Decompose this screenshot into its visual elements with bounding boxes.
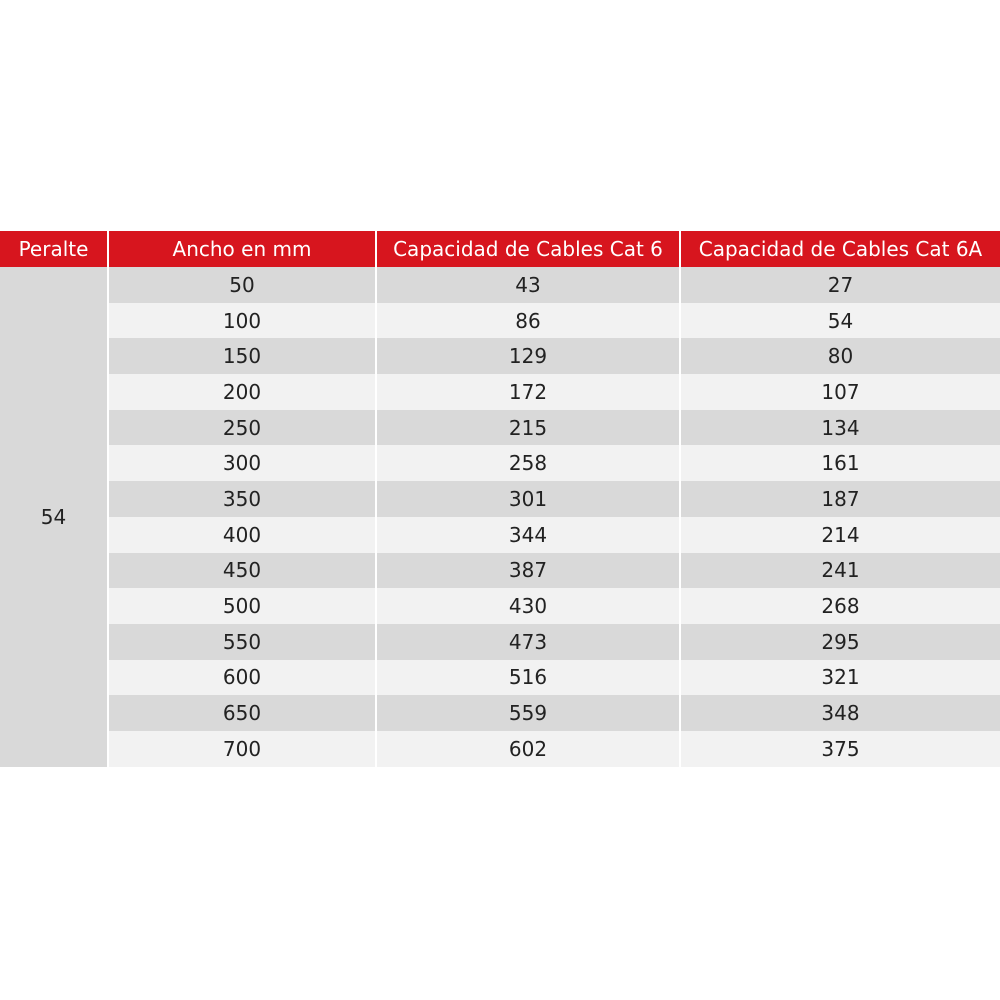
cat6a-cell: 241 bbox=[680, 553, 1000, 589]
ancho-cell: 300 bbox=[108, 445, 376, 481]
table-row bbox=[0, 695, 1000, 731]
table-row bbox=[0, 517, 1000, 553]
ancho-cell: 600 bbox=[108, 660, 376, 696]
ancho-cell: 500 bbox=[108, 588, 376, 624]
header-cat6a: Capacidad de Cables Cat 6A bbox=[680, 231, 1000, 267]
ancho-cell: 700 bbox=[108, 731, 376, 767]
header-cat6: Capacidad de Cables Cat 6 bbox=[376, 231, 680, 267]
cat6a-cell: 375 bbox=[680, 731, 1000, 767]
table-row bbox=[0, 338, 1000, 374]
cat6-cell: 301 bbox=[376, 481, 680, 517]
header-peralte: Peralte bbox=[0, 231, 108, 267]
cat6-cell: 559 bbox=[376, 695, 680, 731]
cat6a-cell: 54 bbox=[680, 303, 1000, 339]
cat6-cell: 172 bbox=[376, 374, 680, 410]
ancho-cell: 650 bbox=[108, 695, 376, 731]
cat6a-cell: 321 bbox=[680, 660, 1000, 696]
table-row bbox=[0, 481, 1000, 517]
header-ancho: Ancho en mm bbox=[108, 231, 376, 267]
table-body bbox=[0, 267, 1000, 767]
cat6a-cell: 80 bbox=[680, 338, 1000, 374]
ancho-cell: 400 bbox=[108, 517, 376, 553]
cat6-cell: 602 bbox=[376, 731, 680, 767]
table-row bbox=[0, 731, 1000, 767]
cat6a-cell: 187 bbox=[680, 481, 1000, 517]
table-row bbox=[0, 624, 1000, 660]
table-row bbox=[0, 588, 1000, 624]
ancho-cell: 150 bbox=[108, 338, 376, 374]
cat6-cell: 129 bbox=[376, 338, 680, 374]
table-row bbox=[0, 267, 1000, 303]
header-row bbox=[0, 231, 1000, 267]
cat6a-cell: 27 bbox=[680, 267, 1000, 303]
ancho-cell: 550 bbox=[108, 624, 376, 660]
capacity-table-container bbox=[0, 231, 1000, 767]
cat6a-cell: 295 bbox=[680, 624, 1000, 660]
table-row bbox=[0, 553, 1000, 589]
cat6-cell: 387 bbox=[376, 553, 680, 589]
table-row bbox=[0, 410, 1000, 446]
cat6-cell: 516 bbox=[376, 660, 680, 696]
cat6-cell: 473 bbox=[376, 624, 680, 660]
cat6a-cell: 161 bbox=[680, 445, 1000, 481]
ancho-cell: 200 bbox=[108, 374, 376, 410]
cat6-cell: 258 bbox=[376, 445, 680, 481]
cat6a-cell: 214 bbox=[680, 517, 1000, 553]
ancho-cell: 450 bbox=[108, 553, 376, 589]
table-row bbox=[0, 445, 1000, 481]
table-header bbox=[0, 231, 1000, 267]
table-row bbox=[0, 660, 1000, 696]
cat6a-cell: 107 bbox=[680, 374, 1000, 410]
ancho-cell: 100 bbox=[108, 303, 376, 339]
capacity-table bbox=[0, 231, 1000, 767]
cat6-cell: 43 bbox=[376, 267, 680, 303]
ancho-cell: 250 bbox=[108, 410, 376, 446]
table-row bbox=[0, 374, 1000, 410]
table-row bbox=[0, 303, 1000, 339]
cat6a-cell: 348 bbox=[680, 695, 1000, 731]
ancho-cell: 50 bbox=[108, 267, 376, 303]
cat6-cell: 215 bbox=[376, 410, 680, 446]
cat6a-cell: 268 bbox=[680, 588, 1000, 624]
cat6-cell: 344 bbox=[376, 517, 680, 553]
peralte-value: 54 bbox=[0, 267, 108, 767]
cat6-cell: 430 bbox=[376, 588, 680, 624]
cat6a-cell: 134 bbox=[680, 410, 1000, 446]
cat6-cell: 86 bbox=[376, 303, 680, 339]
ancho-cell: 350 bbox=[108, 481, 376, 517]
